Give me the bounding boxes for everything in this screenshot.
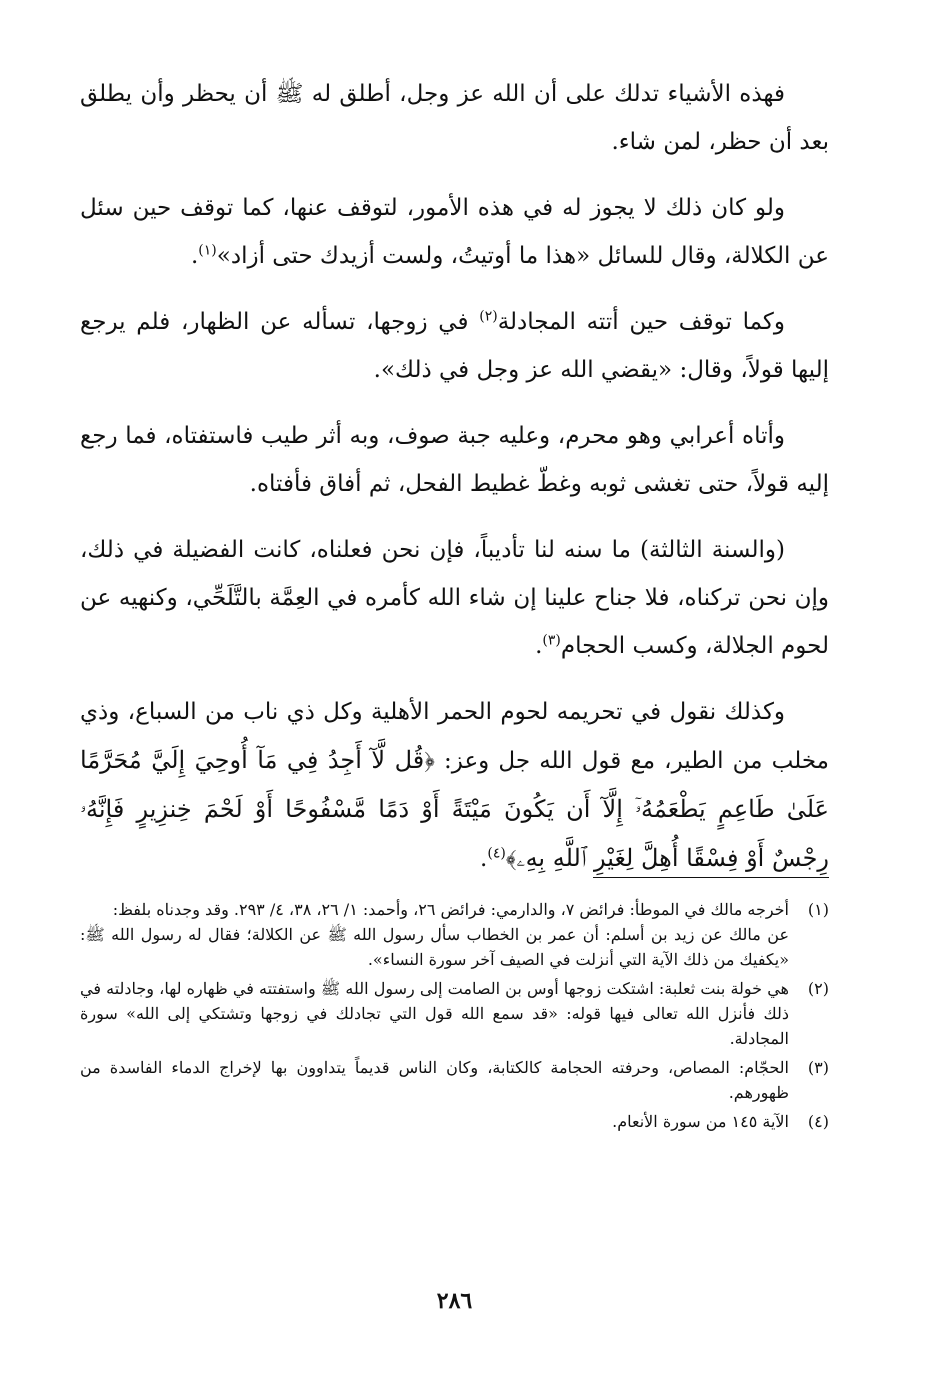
footnote-line: هي خولة بنت ثعلبة: اشتكت زوجها أوس بن الصامت إلى رسول الله ﷺ واستفتته في ظهاره لها، وجادلته في ذلك فأنزل الله تعالى فيها قوله: «قد سمع الله قول التي تجادلك في زوجها وتشتكي إلى الله» سورة المجادلة. <box>80 979 789 1048</box>
paragraph-6 <box>80 688 829 883</box>
main-text <box>80 70 829 883</box>
paragraph-4-text: وأتاه أعرابي وهو محرم، وعليه جبة صوف، وبه أثر طيب فاستفتاه، فما رجع إليه قولاً، حتى تغشى ثوبه وغطّ غطيط الفحل، ثم أفاق فأفتاه. <box>80 423 829 497</box>
paragraph-1-text: فهذه الأشياء تدلك على أن الله عز وجل، أطلق له ﷺ أن يحظر وأن يطلق بعد أن حظر، لمن شاء. <box>80 81 829 155</box>
paragraph-1 <box>80 70 829 166</box>
footnote-text <box>80 1055 789 1105</box>
footnote-4 <box>80 1109 829 1134</box>
footnote-2 <box>80 976 829 1051</box>
paragraph-2 <box>80 184 829 280</box>
paragraph-2-text: ولو كان ذلك لا يجوز له في هذه الأمور، لتوقف عنها، كما توقف حين سئل عن الكلالة، وقال للسائل «هذا ما أوتيتُ، ولست أزيدك حتى أزاد» <box>80 195 829 269</box>
footnote-3 <box>80 1055 829 1105</box>
paragraph-3-text-b: في زوجها، تسأله عن الظهار، فلم يرجع إليها قولاً، وقال: «يقضي الله عز وجل في ذلك». <box>80 309 829 383</box>
footnote-ref-2: (٢) <box>479 308 498 325</box>
quran-verse: ﴿قُل لَّآ أَجِدُ فِي مَآ أُوحِيَ إِلَيَّ مُحَرَّمًا عَلَىٰ طَاعِمٍ يَطْعَمُهُۥٓ إِلَّآ أَن يَكُونَ مَيْتَةً أَوْ دَمًا مَّسْفُوحًا أَوْ لَحْمَ خِنزِيرٍ فَإِنَّهُۥ رِجْسٌ أَوْ فِسْقًا أُهِلَّ لِغَيْرِ ٱللَّهِ بِهِۦ﴾ <box>80 746 829 872</box>
paragraph-3 <box>80 298 829 394</box>
paragraph-4 <box>80 412 829 508</box>
book-page <box>80 70 829 1343</box>
footnote-line: الآية ١٤٥ من سورة الأنعام. <box>612 1112 789 1131</box>
footnote-line: عن مالك عن زيد بن أسلم: أن عمر بن الخطاب سأل رسول الله ﷺ عن الكلالة؛ فقال له رسول الله ﷺ: «يكفيك من ذلك الآية التي أنزلت في الصيف آخر سورة النساء». <box>80 925 789 969</box>
footnote-line: الحجّام: المصاص، وحرفته الحجامة كالكتابة، وكان الناس قديماً يتداوون بها لإخراج الدماء الفاسدة من ظهورهم. <box>80 1058 789 1102</box>
paragraph-6-end: . <box>480 846 488 872</box>
paragraph-5-text: (والسنة الثالثة) ما سنه لنا تأديباً، فإن نحن فعلناه، كانت الفضيلة في ذلك، وإن نحن تركناه، فلا جناح علينا إن شاء الله كأمره في العِمَّة بالتَّلَحِّي، وكنهيه عن لحوم الجلالة، وكسب الحجام <box>80 537 829 659</box>
paragraph-5-end: . <box>535 633 543 659</box>
footnote-ref-4: (٤) <box>487 845 506 862</box>
page-number: ٢٨٦ <box>436 1288 473 1314</box>
footnote-number: (٢) <box>807 979 829 998</box>
paragraph-2-end: . <box>190 243 199 269</box>
footnotes <box>80 897 829 1138</box>
footnote-divider <box>593 877 829 878</box>
paragraph-3-text-a: وكما توقف حين أتته المجادلة <box>497 309 785 335</box>
footnote-number: (١) <box>807 900 829 919</box>
footnote-text <box>80 897 789 972</box>
paragraph-6-text: وكذلك نقول في تحريمه لحوم الحمر الأهلية وكل ذي ناب من السباع، وذي مخلب من الطير، مع قول الله جل وعز: <box>80 699 829 774</box>
footnote-1 <box>80 897 829 972</box>
paragraph-5 <box>80 526 829 670</box>
footnote-number: (٣) <box>807 1058 829 1077</box>
footnote-line: أخرجه مالك في الموطأ: فرائض ٧، والدارمي: فرائض ٢٦، وأحمد: ١/ ٢٦، ٣٨، ٤/ ٢٩٣. وقد وجدناه بلفظ: <box>112 900 789 919</box>
footnote-text <box>80 1109 789 1134</box>
footnote-number: (٤) <box>807 1112 829 1131</box>
footnote-ref-1: (١) <box>198 242 217 259</box>
footnote-text <box>80 976 789 1051</box>
footnote-ref-3: (٣) <box>542 632 561 649</box>
